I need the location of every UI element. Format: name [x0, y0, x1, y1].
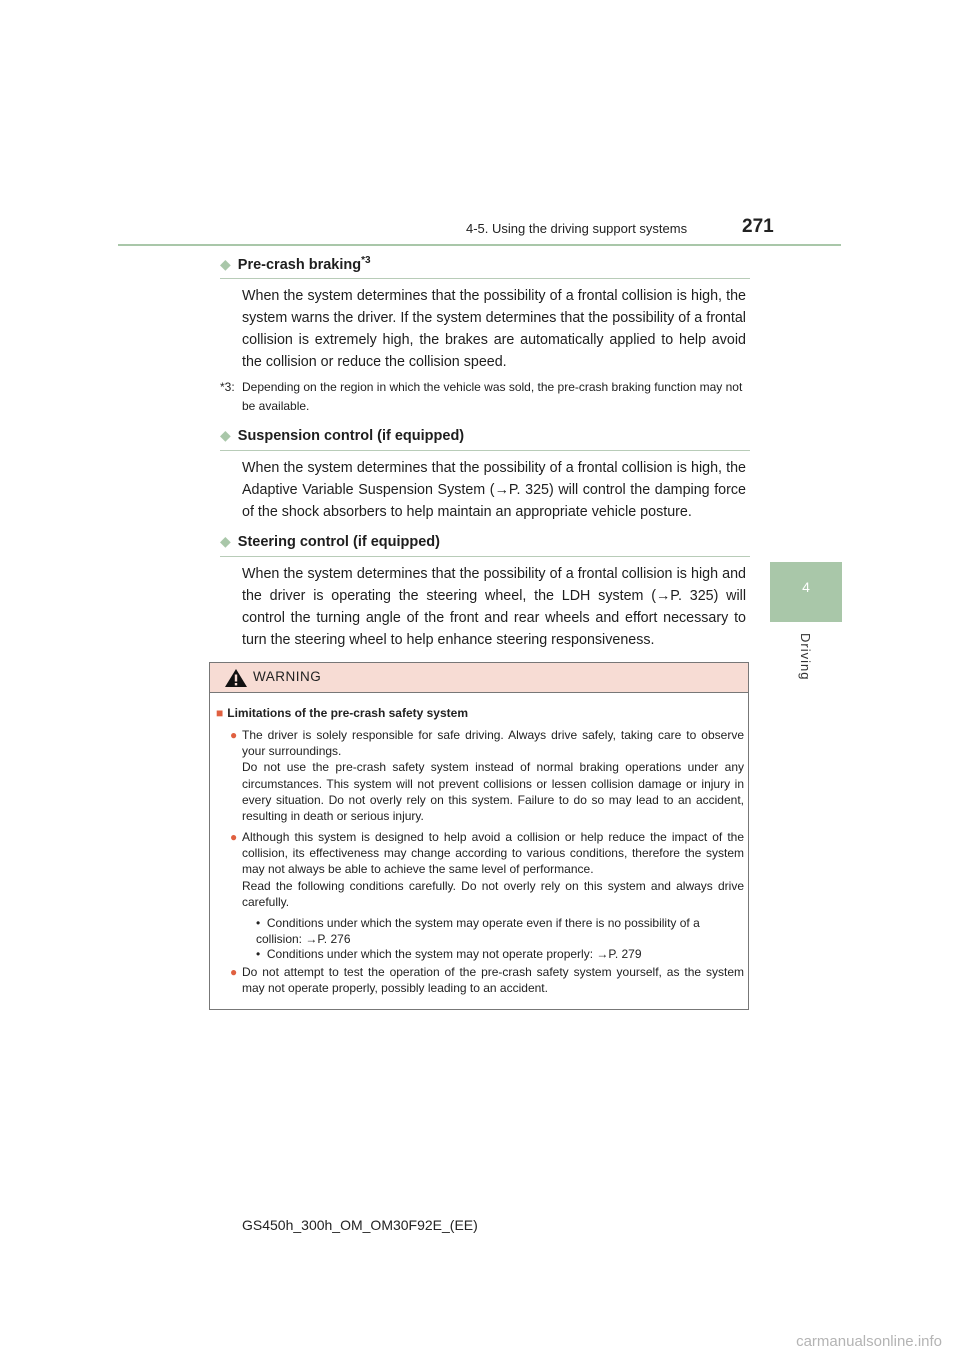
section-rule: [220, 278, 750, 279]
section-heading-pre-crash-braking: [220, 255, 371, 273]
header-rule: [118, 244, 841, 246]
footnote-text: Depending on the region in which the vehicle was sold, the pre-crash braking function may not be available.: [242, 380, 743, 413]
header-section-title: 4-5. Using the driving support systems: [466, 221, 688, 236]
warning-bullet-text: The driver is solely responsible for safe driving. Always drive safely, taking care to observe your surroundings.: [242, 728, 744, 759]
sub-bullet-dot: •: [256, 916, 267, 930]
diamond-icon: ◆: [220, 533, 231, 549]
section-rule: [220, 450, 750, 451]
footnote-reference: *3: [361, 255, 371, 266]
diamond-icon: ◆: [220, 255, 231, 272]
section-body-suspension-control: When the system determines that the possibility of a frontal collision is high, the Adaptive Variable Suspension System (→P. 325) will control the damping force of the shock absorbers to help maintain an appropriate vehicle posture.: [242, 460, 746, 520]
warning-bullet-text: Although this system is designed to help avoid a collision or help reduce the impact of the collision, its effectiveness may change according to various conditions, therefore the system may not always be able to achieve the same level of performance.: [242, 830, 744, 877]
section-body-pre-crash-braking: When the system determines that the possibility of a frontal collision is high, the system warns the driver. If the system determines that the possibility of a frontal collision is extremely high, the brakes are automatically applied to help avoid the collision or reduce the collision speed.: [242, 288, 746, 370]
section-heading-suspension-control: [220, 427, 464, 444]
warning-subheading: [216, 706, 468, 720]
bullet-dot-icon: ●: [230, 965, 238, 979]
warning-box: [209, 662, 749, 1010]
section-heading-text: Steering control (if equipped): [237, 534, 440, 550]
square-bullet-icon: ■: [216, 706, 224, 720]
chapter-number: 4: [802, 579, 810, 595]
sub-bullet-dot: •: [256, 947, 267, 961]
warning-sub-bullet-text: Conditions under which the system may operate even if there is no possibility of a collision: →P. 276: [256, 916, 700, 946]
warning-bullet: [230, 829, 744, 910]
warning-label: WARNING: [253, 669, 322, 684]
warning-sub-bullet: [256, 915, 744, 947]
warning-triangle-icon: [224, 668, 248, 693]
footer-document-code: GS450h_300h_OM_OM30F92E_(EE): [242, 1217, 478, 1233]
warning-bullet: [230, 727, 744, 824]
warning-sub-bullet: [256, 946, 744, 962]
chapter-label: Driving: [798, 633, 813, 681]
section-heading-text: Suspension control (if equipped): [237, 428, 465, 444]
watermark[interactable]: carmanualsonline.info: [796, 1333, 942, 1350]
warning-bullet-text: Do not attempt to test the operation of the pre-crash safety system yourself, as the system may not operate properly, possibly leading to an accident.: [242, 965, 744, 996]
warning-header: [210, 663, 748, 693]
warning-bullet-text: Do not use the pre-crash safety system instead of normal braking operations under any circumstances. This system will not prevent collisions or lessen collision damage or injury in every situation. Do not overly rely on this system. Failure to do so may lead to an accident, resulting in death or serious injury.: [242, 760, 744, 824]
bullet-dot-icon: ●: [230, 830, 238, 844]
footnote-mark: *3:: [220, 380, 235, 394]
chapter-tab[interactable]: [770, 562, 842, 622]
warning-sub-bullet-text: Conditions under which the system may not operate properly: →P. 279: [266, 947, 642, 961]
section-rule: [220, 556, 750, 557]
warning-subheading-text: Limitations of the pre-crash safety system: [227, 706, 468, 720]
section-body-steering-control: When the system determines that the possibility of a frontal collision is high and the driver is operating the steering wheel, the LDH system (→P. 325) will control the turning angle of the front and rear wheels and effort necessary to turn the steering wheel to help enhance steering responsiveness.: [242, 566, 746, 648]
warning-bullet-text: Read the following conditions carefully. Do not overly rely on this system and always drive carefully.: [242, 878, 744, 909]
bullet-dot-icon: ●: [230, 728, 238, 742]
section-heading-steering-control: [220, 533, 440, 550]
footnote: [220, 378, 746, 416]
section-heading-text: Pre-crash braking: [237, 256, 362, 273]
diamond-icon: ◆: [220, 427, 231, 443]
page-number: 271: [742, 216, 774, 237]
warning-bullet: [230, 964, 744, 996]
